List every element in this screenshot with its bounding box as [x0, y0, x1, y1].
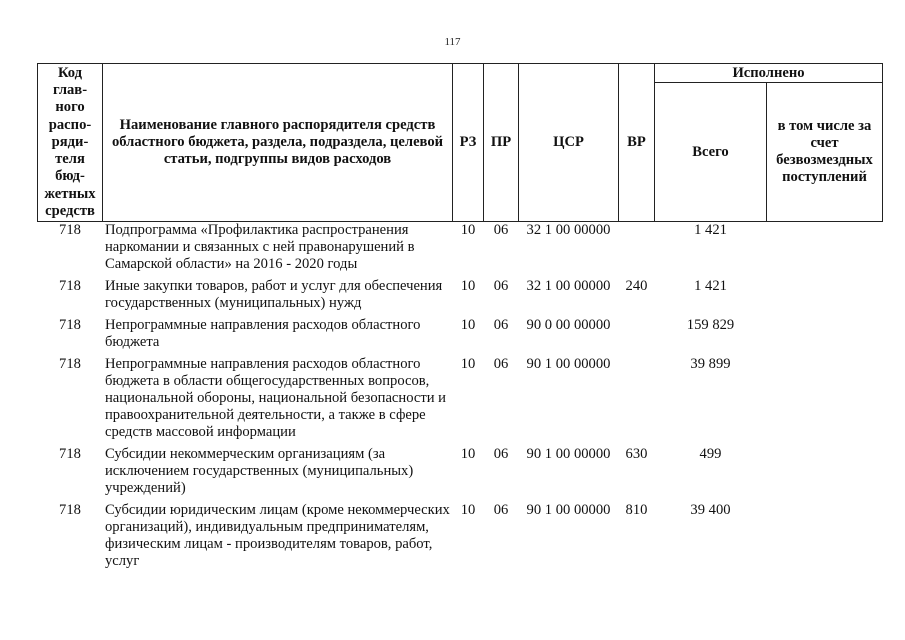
row-total: 1 421	[694, 278, 727, 294]
table-row	[38, 502, 883, 575]
row-vr	[619, 356, 655, 446]
row-code: 718	[59, 356, 81, 372]
row-total: 39 400	[690, 502, 731, 518]
row-code: 718	[59, 222, 81, 238]
row-incl-free	[767, 317, 883, 356]
table-row	[38, 278, 883, 317]
row-name: Подпрограмма «Профилактика распространения наркомании и связанных с ней правонарушений в Самарской области» на 2016 - 2020 годы	[105, 222, 415, 272]
row-rz: 10	[460, 446, 476, 462]
header-rz: РЗ	[453, 64, 484, 222]
row-incl-free	[767, 446, 883, 502]
row-pr: 06	[493, 222, 509, 238]
header-vr: ВР	[619, 64, 655, 222]
row-vr: 630	[625, 446, 648, 462]
row-rz: 10	[460, 278, 476, 294]
header-executed: Исполнено	[655, 64, 883, 83]
row-csr: 90 1 00 00000	[526, 356, 611, 372]
table-body	[38, 222, 883, 576]
table-row	[38, 317, 883, 356]
row-incl-free	[767, 502, 883, 575]
row-vr	[619, 222, 655, 279]
row-name: Иные закупки товаров, работ и услуг для обеспечения государственных (муниципальных) нужд	[105, 278, 443, 311]
row-name: Субсидии юридическим лицам (кроме некоммерческих организаций), индивидуальным предпринимателям, физическим лицам - производителям товаров, работ, услуг	[105, 502, 450, 569]
row-pr: 06	[493, 278, 509, 294]
row-code: 718	[59, 278, 81, 294]
header-code: Код глав-ного распо-ряди-теля бюд-жетных средств	[38, 64, 103, 222]
row-name: Непрограммные направления расходов областного бюджета в области общегосударственных вопросов, национальной обороны, национальной безопасности и правоохранительной деятельности, а также в сфере средств массовой информации	[105, 356, 446, 440]
row-pr: 06	[493, 502, 509, 518]
row-csr: 32 1 00 00000	[526, 278, 611, 294]
row-rz: 10	[460, 317, 476, 333]
header-name: Наименование главного распорядителя средств областного бюджета, раздела, подраздела, целевой статьи, подгруппы видов расходов	[103, 64, 453, 222]
page-number: 117	[444, 36, 461, 48]
row-pr: 06	[493, 446, 509, 462]
row-total: 39 899	[690, 356, 731, 372]
row-name: Непрограммные направления расходов областного бюджета	[105, 317, 421, 350]
row-vr: 240	[625, 278, 648, 294]
table-row	[38, 222, 883, 279]
row-csr: 32 1 00 00000	[526, 222, 611, 238]
row-rz: 10	[460, 356, 476, 372]
row-vr: 810	[625, 502, 648, 518]
header-total: Всего	[655, 83, 767, 222]
header-csr: ЦСР	[519, 64, 619, 222]
row-total: 159 829	[686, 317, 735, 333]
row-code: 718	[59, 446, 81, 462]
header-pr: ПР	[484, 64, 519, 222]
row-total: 499	[699, 446, 722, 462]
row-incl-free	[767, 356, 883, 446]
row-csr: 90 0 00 00000	[526, 317, 611, 333]
row-rz: 10	[460, 222, 476, 238]
row-code: 718	[59, 502, 81, 518]
row-incl-free	[767, 278, 883, 317]
table-header	[38, 64, 883, 222]
row-csr: 90 1 00 00000	[526, 502, 611, 518]
row-incl-free	[767, 222, 883, 279]
row-csr: 90 1 00 00000	[526, 446, 611, 462]
budget-table	[37, 63, 883, 575]
row-pr: 06	[493, 356, 509, 372]
row-vr	[619, 317, 655, 356]
table-row	[38, 446, 883, 502]
row-name: Субсидии некоммерческим организациям (за исключением государственных (муниципальных) учреждений)	[105, 446, 414, 496]
row-rz: 10	[460, 502, 476, 518]
row-pr: 06	[493, 317, 509, 333]
row-total: 1 421	[694, 222, 727, 238]
row-code: 718	[59, 317, 81, 333]
table-row	[38, 356, 883, 446]
header-incl-free: в том числе за счет безвозмездных поступлений	[767, 83, 883, 222]
